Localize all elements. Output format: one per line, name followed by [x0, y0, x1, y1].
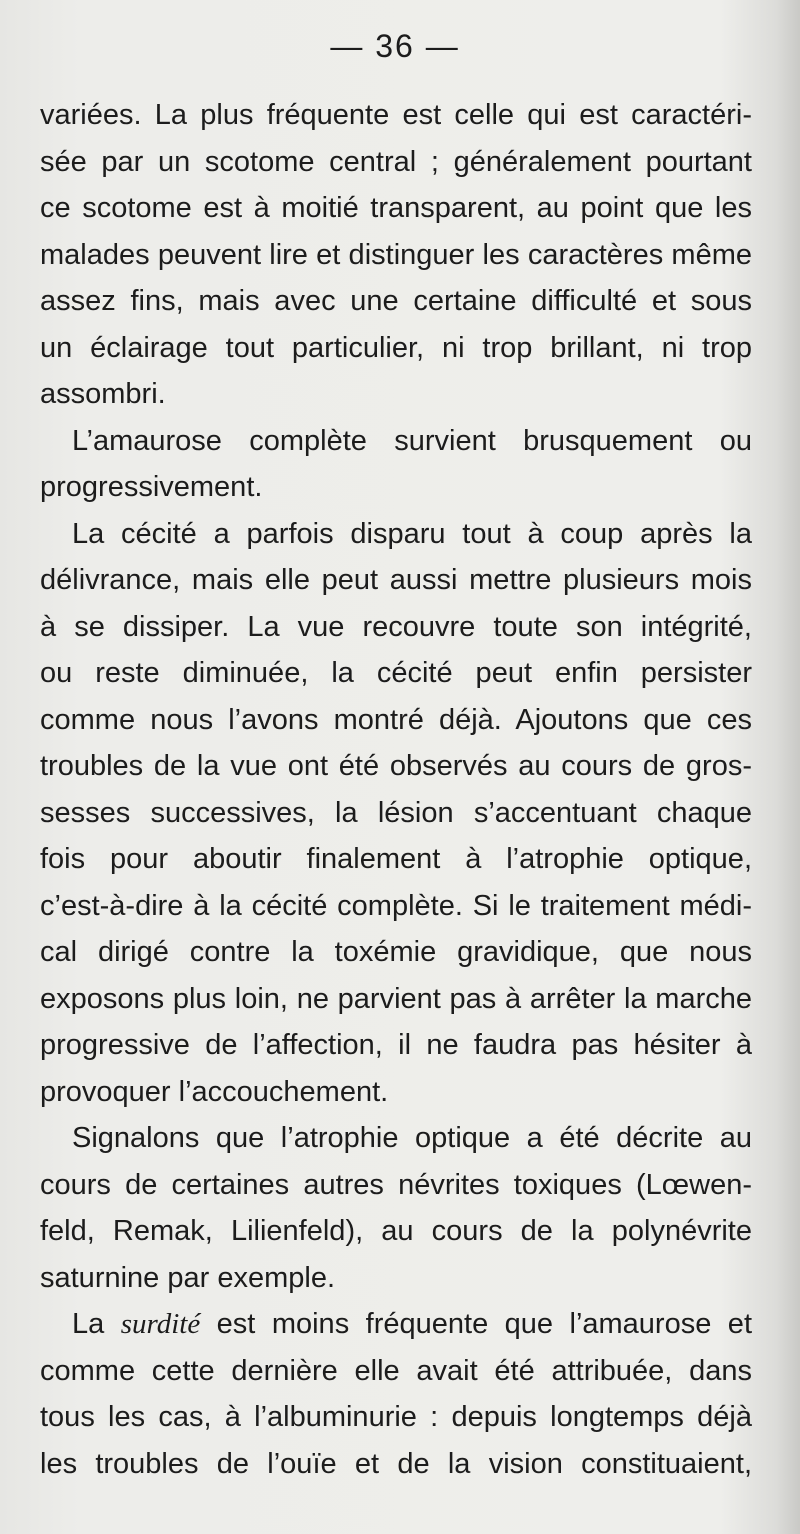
text-line: assez fins, mais avec une certaine difficulté et sous: [40, 285, 752, 317]
text-line: c’est-à-dire à la cécité complète. Si le traitement médi-: [40, 889, 752, 922]
text-line: cal dirigé contre la toxémie gravidique, que nous: [40, 936, 752, 968]
text-line: provoquer l’accouchement.: [40, 1075, 389, 1108]
text-line: feld, Remak, Lilienfeld), au cours de la polynévrite: [40, 1215, 752, 1247]
text-line: malades peuvent lire et distinguer les caractères même: [40, 238, 752, 271]
text-fragment: La: [72, 1308, 121, 1340]
text-line: troubles de la vue ont été observés au cours de gros-: [40, 750, 752, 782]
italic-term: surdité: [120, 1308, 201, 1340]
text-line: progressivement.: [40, 471, 263, 503]
text-line: ou reste diminuée, la cécité peut enfin persister: [40, 657, 752, 689]
text-line: sée par un scotome central ; généralement pourtant: [40, 145, 752, 178]
text-line: [40, 1301, 752, 1348]
text-line: exposons plus loin, ne parvient pas à arrêter la marche: [40, 982, 752, 1015]
text-line: un éclairage tout particulier, ni trop brillant, ni trop: [40, 331, 752, 364]
text-line: progressive de l’affection, il ne faudra pas hésiter à: [40, 1029, 752, 1061]
text-line: saturnine par exemple.: [40, 1261, 335, 1294]
text-line: tous les cas, à l’albuminurie : depuis longtemps déjà: [40, 1401, 752, 1433]
text-line: délivrance, mais elle peut aussi mettre plusieurs mois: [40, 564, 752, 596]
text-line: L’amaurose complète survient brusquement ou: [72, 424, 752, 457]
text-line: comme cette dernière elle avait été attribuée, dans: [40, 1354, 752, 1387]
text-line: assombri.: [40, 378, 166, 410]
text-line: variées. La plus fréquente est celle qui est caractéri-: [40, 99, 752, 131]
text-line: les troubles de l’ouïe et de la vision constituaient,: [40, 1447, 752, 1480]
text-fragment: est moins fréquente que l’amaurose et: [200, 1308, 752, 1340]
text-line: fois pour aboutir finalement à l’atrophie optique,: [40, 843, 752, 875]
text-line: ce scotome est à moitié transparent, au point que les: [40, 192, 752, 224]
body-text: [40, 92, 752, 1487]
text-line: La cécité a parfois disparu tout à coup après la: [72, 517, 752, 550]
page-number: — 36 —: [330, 28, 460, 64]
text-line: sesses successives, la lésion s’accentuant chaque: [40, 796, 752, 829]
text-line: Signalons que l’atrophie optique a été décrite au: [72, 1122, 752, 1154]
text-line: cours de certaines autres névrites toxiques (Lœwen-: [40, 1168, 752, 1201]
text-line: à se dissiper. La vue recouvre toute son intégrité,: [40, 610, 752, 643]
text-line: comme nous l’avons montré déjà. Ajoutons que ces: [40, 703, 752, 736]
